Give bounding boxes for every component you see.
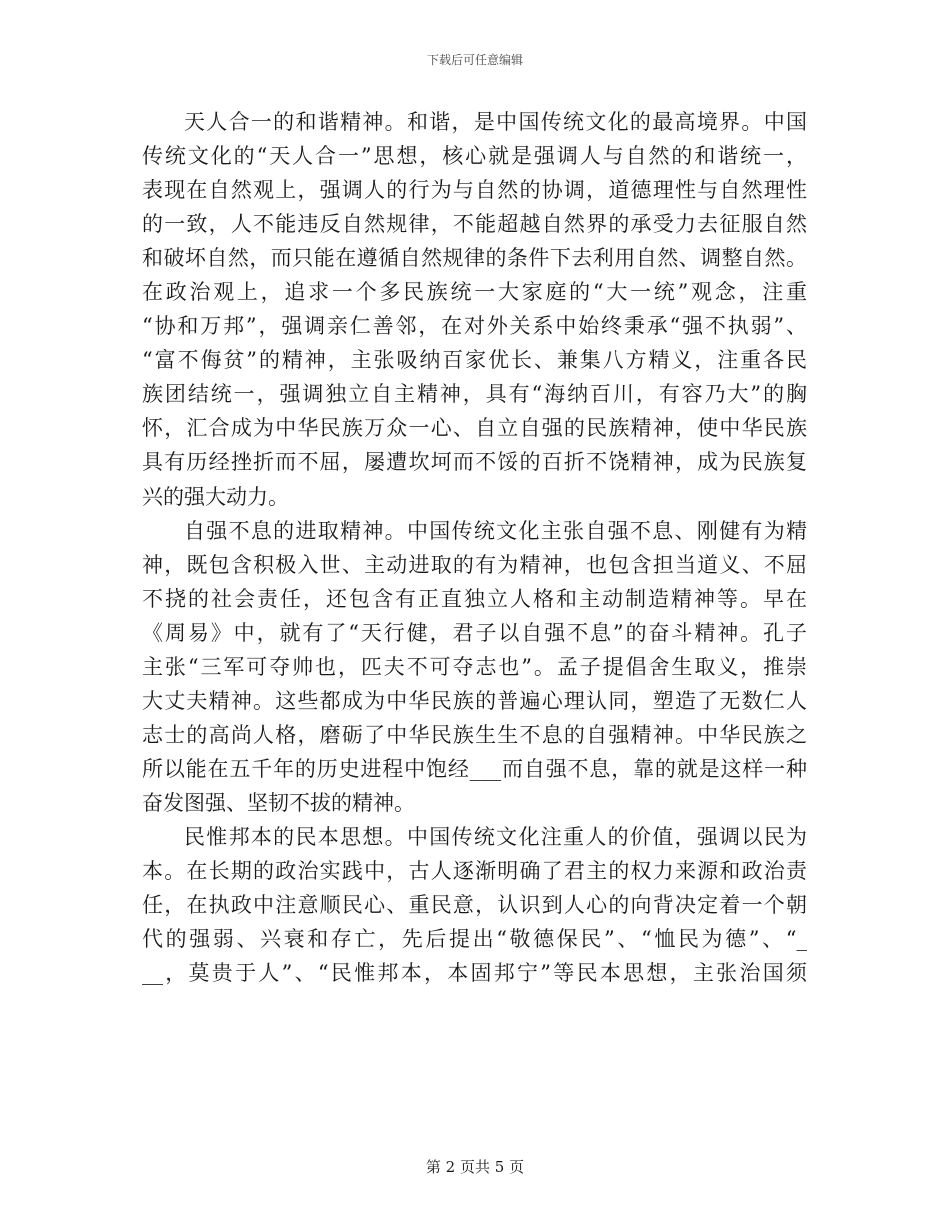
paragraph-3-line-4: 代的强弱、兴衰和存亡，先后提出“敬德保民”、“恤民为德”、“_	[142, 927, 807, 952]
paragraph-1-line-10: 怀，汇合成为中华民族万众一心、自立自强的民族精神，使中华民族	[142, 416, 807, 441]
paragraph-1-line-8: “富不侮贫”的精神，主张吸纳百家优长、兼集八方精义，注重各民	[142, 348, 807, 373]
paragraph-3-line-2: 本。在长期的政治实践中，古人逐渐明确了君主的权力来源和政治责	[142, 859, 807, 884]
paragraph-1-line-1: 天人合一的和谐精神。和谐，是中国传统文化的最高境界。中国	[184, 110, 807, 134]
paragraph-1-line-7: “协和万邦”，强调亲仁善邻，在对外关系中始终秉承“强不执弱”、	[142, 314, 807, 339]
page-header: 下载后可任意编辑	[426, 53, 523, 67]
paragraph-2-line-4: 《周易》中，就有了“天行健，君子以自强不息”的奋斗精神。孔子	[142, 620, 807, 645]
paragraph-2-line-8: 所以能在五千年的历史进程中饱经___而自强不息，靠的就是这样一种	[142, 756, 807, 781]
paragraph-1-line-4: 的一致，人不能违反自然规律，不能超越自然界的承受力去征服自然	[142, 212, 807, 237]
paragraph-1-line-5: 和破坏自然，而只能在遵循自然规律的条件下去利用自然、调整自然。	[142, 246, 807, 271]
paragraph-3-line-3: 任，在执政中注意顺民心、重民意，认识到人心的向背决定着一个朝	[142, 893, 807, 918]
paragraph-2-line-1: 自强不息的进取精神。中国传统文化主张自强不息、刚健有为精	[184, 518, 807, 543]
paragraph-1-line-6: 在政治观上，追求一个多民族统一大家庭的“大一统”观念，注重	[142, 280, 807, 305]
paragraph-1-line-3: 表现在自然观上，强调人的行为与自然的协调，道德理性与自然理性	[142, 178, 807, 203]
paragraph-1-line-2: 传统文化的“天人合一”思想，核心就是强调人与自然的和谐统一，	[142, 144, 807, 169]
paragraph-2-line-9: 奋发图强、坚韧不拔的精神。	[142, 790, 415, 815]
document-body	[142, 105, 807, 990]
paragraph-3-line-1: 民惟邦本的民本思想。中国传统文化注重人的价值，强调以民为	[184, 824, 807, 849]
paragraph-3-line-5: __，莫贵于人”、“民惟邦本，本固邦宁”等民本思想，主张治国须	[142, 961, 807, 986]
paragraph-2-line-6: 大丈夫精神。这些都成为中华民族的普遍心理认同，塑造了无数仁人	[142, 688, 807, 713]
paragraph-2-line-2: 神，既包含积极入世、主动进取的有为精神，也包含担当道义、不屈	[142, 552, 807, 577]
paragraph-1-line-9: 族团结统一，强调独立自主精神，具有“海纳百川，有容乃大”的胸	[142, 382, 807, 407]
paragraph-2-line-3: 不挠的社会责任，还包含有正直独立人格和主动制造精神等。早在	[142, 586, 807, 611]
paragraph-1-line-11: 具有历经挫折而不屈，屡遭坎坷而不馁的百折不饶精神，成为民族复	[142, 450, 807, 475]
paragraph-2-line-7: 志士的高尚人格，磨砺了中华民族生生不息的自强精神。中华民族之	[142, 722, 807, 747]
paragraph-1-line-12: 兴的强大动力。	[142, 484, 289, 509]
paragraph-2-line-5: 主张“三军可夺帅也，匹夫不可夺志也”。孟子提倡舍生取义，推崇	[142, 654, 807, 679]
page-number-footer: 第 2 页共 5 页	[425, 1158, 525, 1176]
